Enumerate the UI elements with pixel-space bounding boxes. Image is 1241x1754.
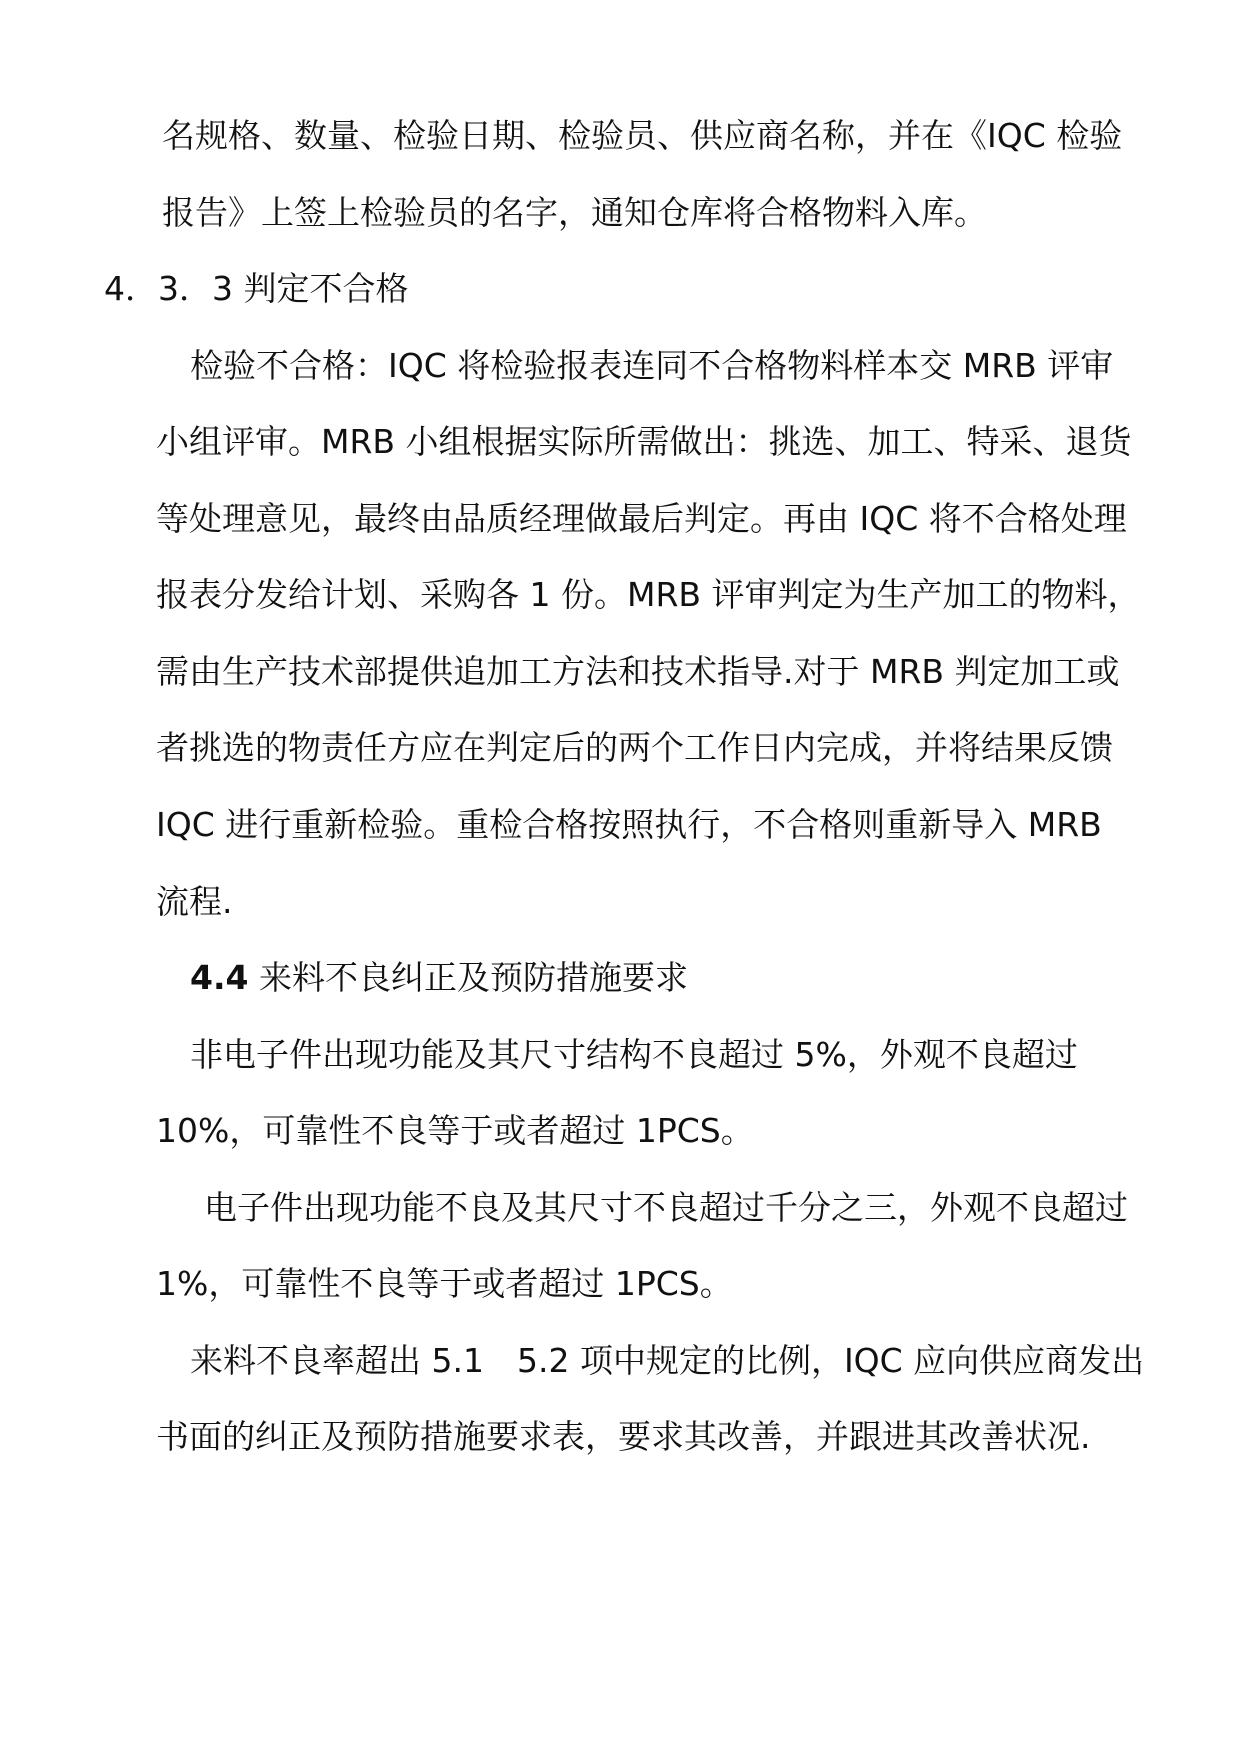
paragraph-line: 名规格、数量、检验日期、检验员、供应商名称，并在《IQC 检验: [162, 116, 1123, 155]
paragraph-line: 需由生产技术部提供追加工方法和技术指导.对于 MRB 判定加工或: [156, 652, 1120, 691]
paragraph-line: 书面的纠正及预防措施要求表，要求其改善，并跟进其改善状况.: [156, 1417, 1091, 1456]
paragraph-line: 流程.: [156, 882, 233, 921]
paragraph-line: 者挑选的物责任方应在判定后的两个工作日内完成，并将结果反馈: [156, 728, 1113, 767]
paragraph-line: 检验不合格：IQC 将检验报表连同不合格物料样本交 MRB 评审: [190, 346, 1114, 385]
section-heading: 4．3．3 判定不合格: [104, 269, 409, 308]
paragraph-line: 10%，可靠性不良等于或者超过 1PCS。: [156, 1111, 754, 1150]
section-number: 4.4: [190, 958, 249, 997]
paragraph-line: 小组评审。MRB 小组根据实际所需做出：挑选、加工、特采、退货: [156, 422, 1132, 461]
paragraph-line: IQC 进行重新检验。重检合格按照执行，不合格则重新导入 MRB: [156, 805, 1102, 844]
paragraph-line: 非电子件出现功能及其尺寸结构不良超过 5%，外观不良超过: [190, 1035, 1078, 1074]
section-heading: [190, 958, 688, 998]
paragraph-line: 1%，可靠性不良等于或者超过 1PCS。: [156, 1264, 733, 1303]
paragraph-line: 电子件出现功能不良及其尺寸不良超过千分之三，外观不良超过: [204, 1188, 1128, 1227]
paragraph-line: 等处理意见，最终由品质经理做最后判定。再由 IQC 将不合格处理: [156, 499, 1127, 538]
paragraph-line: 报表分发给计划、采购各 1 份。MRB 评审判定为生产加工的物料，: [156, 575, 1141, 614]
section-title: 来料不良纠正及预防措施要求: [248, 958, 688, 997]
paragraph-line: 来料不良率超出 5.1 5.2 项中规定的比例，IQC 应向供应商发出: [190, 1341, 1145, 1380]
paragraph-line: 报告》上签上检验员的名字，通知仓库将合格物料入库。: [162, 193, 987, 232]
